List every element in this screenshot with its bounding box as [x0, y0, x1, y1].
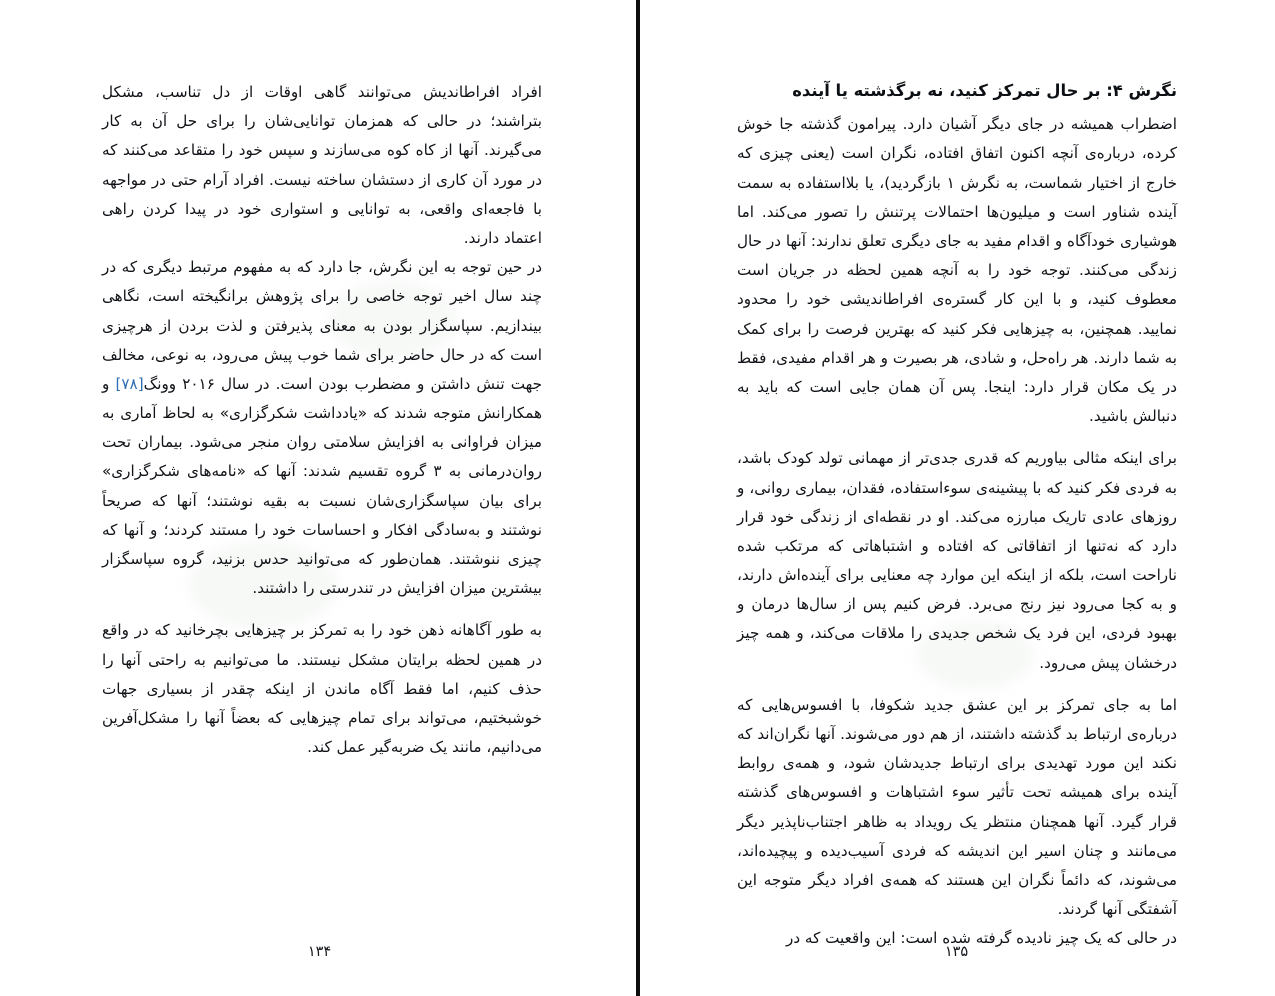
paragraph: اضطراب همیشه در جای دیگر آشیان دارد. پیرامون گذشته جا خوش کرده، درباره‌ی آنچه اکنون اتفاق افتاده، نگران است (یعنی چیزی که خارج از اختیار شماست، به نگرش ۱ بازگردید)، یا بلااستفاده به سمت آینده شناور است و میلیون‌ها احتمالات پرتنش را تصور می‌کند. اما هوشیاری خودآگاه و اقدام مفید به جای دیگری تعلق ندارند: آنها در حال زندگی می‌کنند. توجه خود را به آنچه همین لحظه در جریان است معطوف کنید، و با این کار گستره‌ی افراطاندیشی خود را محدود نمایید. همچنین، به چیزهایی فکر کنید که بهترین فرصت را برای کمک به شما دارند. هر راه‌حل، و شادی، هر بصیرت و هر اقدام مفیدی، فقط در یک مکان قرار دارد: اینجا. پس آن همان جایی است که باید به دنبالش باشید. [737, 115, 1177, 426]
paragraph: افراد افراطاندیش می‌توانند گاهی اوقات از دل تناسب، مشکل بتراشند؛ در حالی که همزمان توانایی‌شان را برای حل آن به کار می‌گیرند. آنها از کاه کوه می‌سازند و سپس خود را متقاعد می‌کنند که در مورد آن کاری از دستشان ساخته نیست. افراد آرام حتی در مواجهه با فاجعه‌ای واقعی، به توانایی و استواری خود در پیدا کردن راهی اعتماد دارند. [102, 83, 542, 247]
paragraph: برای اینکه مثالی بیاوریم که قدری جدی‌تر از مهمانی تولد کودک باشد، به فردی فکر کنید که با پیشینه‌ی سوءاستفاده، فقدان، بیماری روانی، و روزهای عادی تاریک مبارزه می‌کند. او در نقطه‌ای از زندگی خود قرار دارد که نه‌تنها از اتفاقاتی که افتاده و اشتباهاتی که مرتکب شده ناراحت است، بلکه از اینکه این موارد چه معنایی برای آینده‌اش دارند، و به کجا می‌رود نیز رنج می‌برد. فرض کنیم پس از سال‌ها درمان و بهبود فردی، این فرد یک شخص جدیدی را ملاقات می‌کند، و همه چیز درخشان پیش می‌رود. [737, 449, 1177, 672]
page-number: ۱۳۵ [944, 944, 969, 960]
paragraph: در حین توجه به این نگرش، جا دارد که به مفهوم مرتبط دیگری که در چند سال اخیر توجه خاصی را برای پژوهش برانگیخته است، نگاهی بیندازیم. سپاسگزار بودن به معنای پذیرفتن و لذت بردن از هرچیزی است که در حال حاضر برای شما خوب پیش می‌رود، به نوعی، مخالف جهت تنش داشتن و مضطرب بودن است. در سال ۲۰۱۶ وونگ[۷۸] و همکارانش متوجه شدند که «یادداشت شکرگزاری» به لحاظ آماری به میزان فراوانی به افزایش سلامتی روان منجر می‌شود. بیماران تحت روان‌درمانی به ۳ گروه تقسیم شدند: آنها که «نامه‌های شکرگزاری» برای بیان سپاسگزاری‌شان نسبت به بقیه نوشتند؛ آنها که صریحاً نوشتند و به‌سادگی افکار و احساسات خود را مستند کردند؛ و آنها که چیزی ننوشتند. همان‌طور که می‌توانید حدس بزنید، گروه سپاسگزار بیشترین میزان افزایش در تندرستی را داشتند. [102, 258, 543, 598]
page-number: ۱۳۴ [307, 944, 332, 960]
page-left-content [102, 78, 542, 762]
page-right-content [737, 78, 1177, 954]
paragraph: اما به جای تمرکز بر این عشق جدید شکوفا، با افسوس‌هایی که درباره‌ی ارتباط بد گذشته داشتند، از هم دور می‌شوند. آنها نگران‌اند که نکند این مورد تهدیدی برای ارتباط جدیدشان شود، و همه‌ی روابط آینده برای همیشه تحت تأثیر سوء اشتباهات و افسوس‌های گذشته قرار گیرد. آنها همچنان منتظر یک رویداد به ظاهر اجتناب‌ناپذیر دیگر می‌مانند و چنان اسیر این اندیشه که فردی آسیب‌دیده و پیچیده‌اند، می‌شوند، که دائماً نگران این هستند که همه‌ی افراد دیگر متوجه این آشفتگی آنها گردند. [737, 695, 1177, 919]
page-title: نگرش ۴: بر حال تمرکز کنید، نه برگذشته یا آینده [792, 81, 1177, 100]
page-left [1, 0, 638, 996]
paragraph: به طور آگاهانه ذهن خود را به تمرکز بر چیزهایی بچرخانید که در واقع در همین لحظه برایتان مشکل نیستند. ما می‌توانیم به راحتی آنها را حذف کنیم، اما فقط آگاه ماندن از اینکه چقدر از بسیاری جهات خوشبختیم، می‌تواند برای تمام چیزهایی که بعضاً آنها را مشکل‌آفرین می‌دانیم، مانند یک ضربه‌گیر عمل کند. [102, 621, 542, 757]
page-right [638, 0, 1275, 996]
paragraph: در حالی که یک چیز نادیده گرفته شده است: این واقعیت که در [786, 929, 1177, 948]
reference-marker[interactable]: [۷۸] [115, 374, 144, 393]
